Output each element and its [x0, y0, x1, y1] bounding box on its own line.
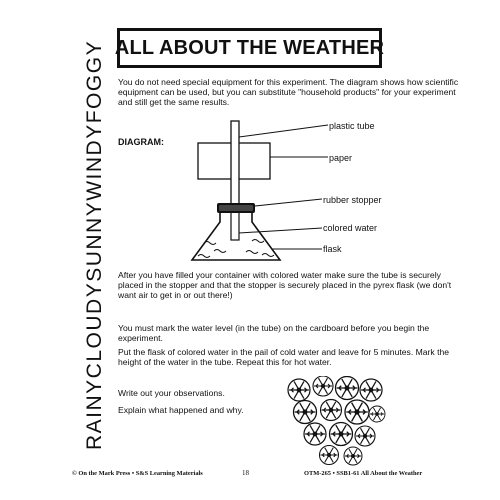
label-flask: flask	[323, 244, 342, 254]
tube-inside-flask	[231, 212, 239, 240]
side-word-cloudy: CLOUDY	[83, 281, 106, 379]
instruction-filled: After you have filled your container with colored water make sure the tube is securely placed in the stopper and that the stopper is securely placed in the pyrex flask (we don't want air to get in or out there!)	[118, 270, 452, 301]
label-colored-water: colored water	[323, 223, 378, 233]
side-word-sunny: SUNNY	[83, 200, 106, 282]
label-paper: paper	[329, 153, 353, 163]
instruction-explain: Explain what happened and why.	[118, 405, 244, 415]
footer-book-id: OTM-265 • SSB1-61 All About the Weather	[304, 470, 423, 477]
side-word-foggy: FOGGY	[83, 39, 106, 124]
label-rubber-stopper: rubber stopper	[323, 195, 382, 205]
diagram-heading: DIAGRAM:	[118, 137, 164, 147]
side-weather-words	[82, 39, 108, 450]
side-word-rainy: RAINY	[83, 378, 106, 450]
instruction-put: Put the flask of colored water in the pail of cold water and leave for 5 minutes. Mark the height of the water in the tube. Repeat this for hot water.	[118, 347, 450, 368]
snowflake-cluster-illustration	[283, 376, 388, 466]
page-number: 18	[242, 469, 249, 477]
instruction-mark: You must mark the water level (in the tube) on the cardboard before you begin the experiment.	[118, 323, 430, 344]
side-word-windy: WINDY	[83, 123, 106, 201]
label-plastic-tube: plastic tube	[329, 121, 375, 131]
instruction-write: Write out your observations.	[118, 388, 225, 398]
intro-paragraph: You do not need special equipment for this experiment. The diagram shows how scientific equipment can be used, but you can substitute "household products" for your experiment and still get the same results.	[118, 77, 459, 108]
title-box	[114, 28, 385, 68]
page-title: ALL ABOUT THE WEATHER	[114, 36, 385, 59]
flask-apparatus-diagram	[180, 115, 340, 265]
footer-copyright: © On the Mark Press • S&S Learning Materials	[72, 470, 203, 477]
